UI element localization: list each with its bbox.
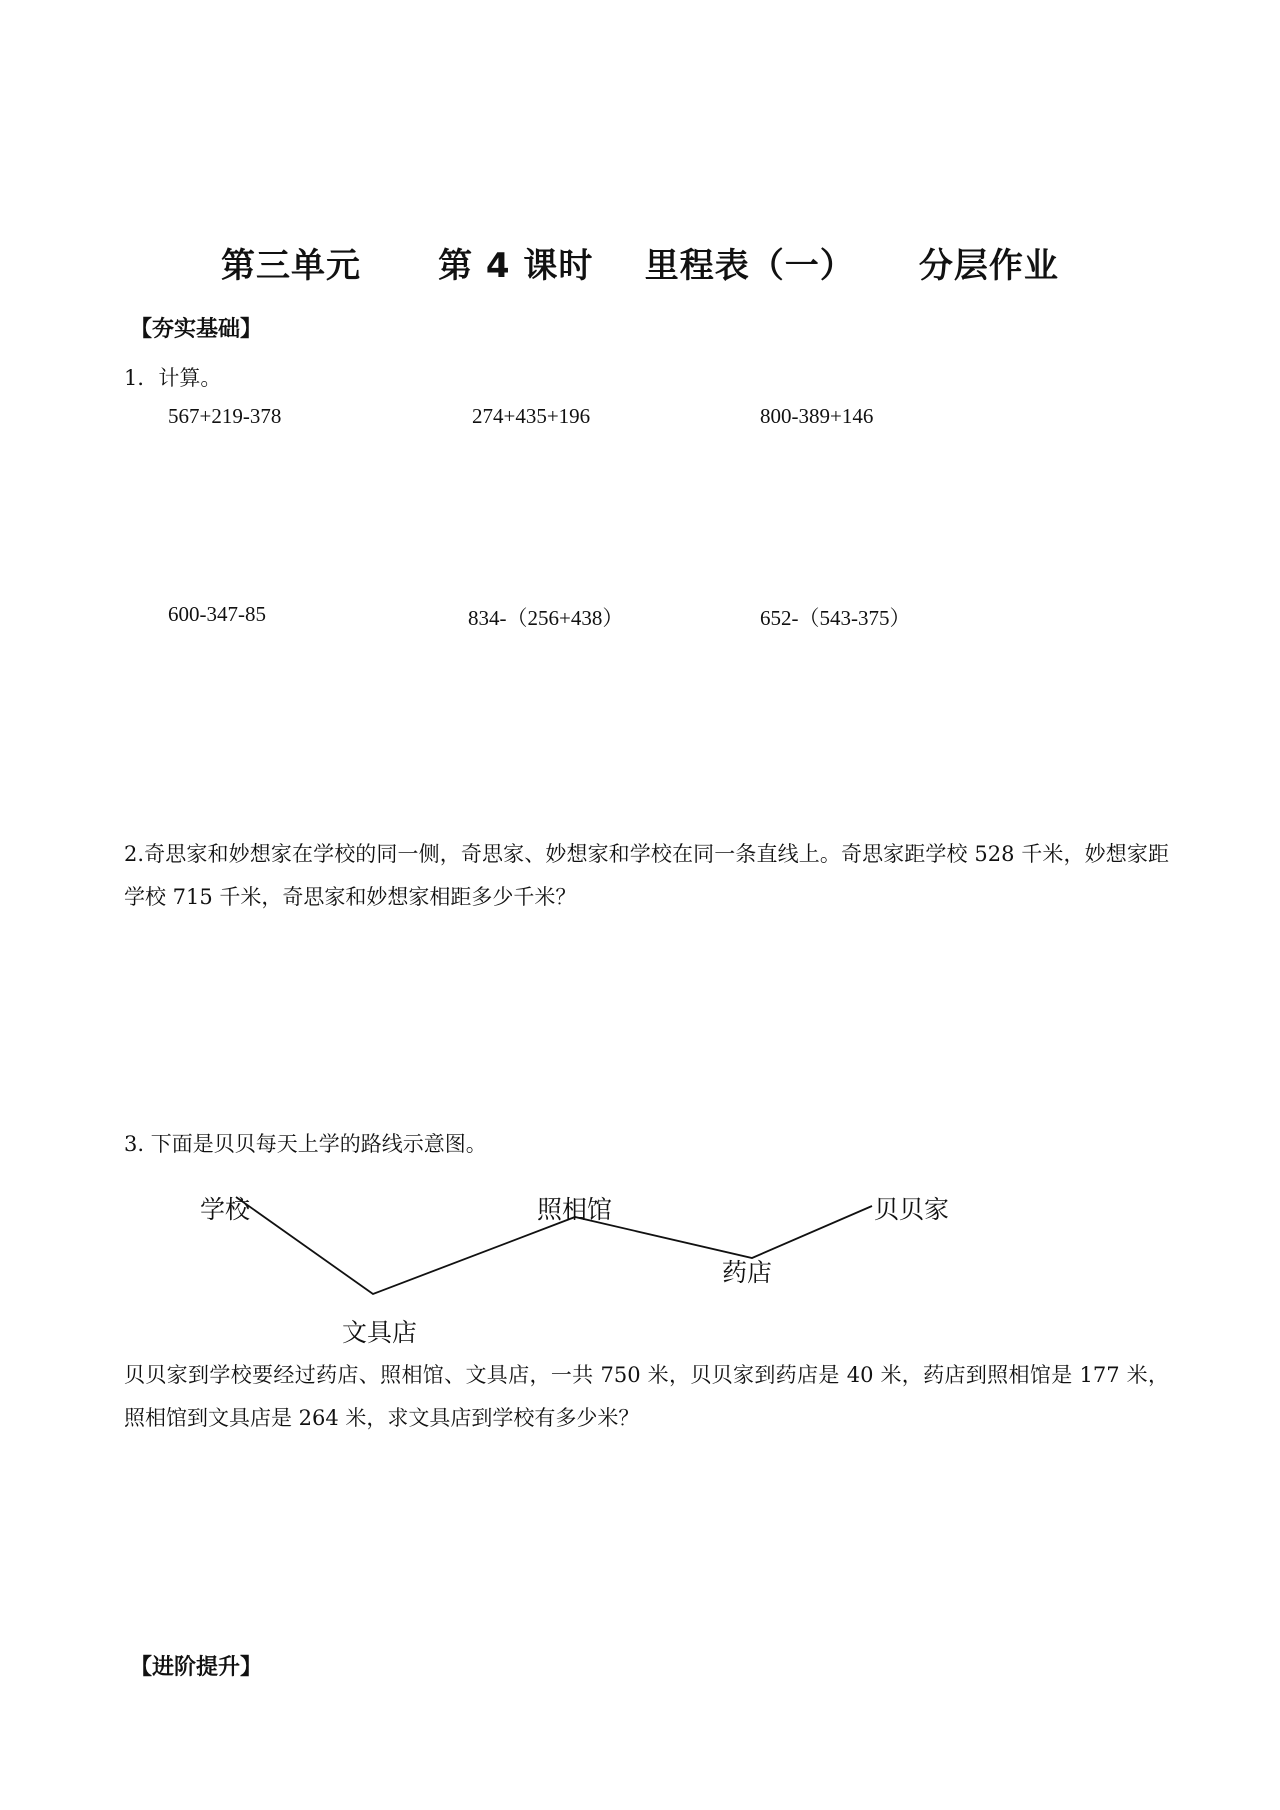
question-3-label: 3. 下面是贝贝每天上学的路线示意图。: [124, 1132, 487, 1156]
place-label-stationery: 文具店: [342, 1318, 418, 1347]
calc-expression-4: 600-347-85: [168, 602, 266, 626]
calc-expression-5: 834-（256+438）: [468, 606, 624, 630]
place-label-school: 学校: [200, 1195, 251, 1224]
place-label-photo-studio: 照相馆: [537, 1195, 613, 1224]
question-3-text: 贝贝家到学校要经过药店、照相馆、文具店，一共 750 米，贝贝家到药店是 40 米，药店到照相馆是 177 米，照相馆到文具店是 264 米，求文具店到学校有多少米？: [124, 1363, 1169, 1430]
calc-expression-3: 800-389+146: [760, 404, 874, 428]
section-advanced-heading: 【进阶提升】: [130, 1654, 263, 1680]
section-basic-heading: 【夯实基础】: [130, 316, 263, 342]
route-line: [236, 1197, 872, 1294]
question-1-label: 1．计算。: [124, 366, 222, 390]
place-label-pharmacy: 药店: [722, 1258, 773, 1287]
question-2-text: 2.奇思家和妙想家在学校的同一侧，奇思家、妙想家和学校在同一条直线上。奇思家距学校 528 千米，妙想家距学校 715 千米，奇思家和妙想家相距多少千米？: [124, 842, 1169, 909]
place-label-home: 贝贝家: [874, 1195, 950, 1224]
calc-expression-2: 274+435+196: [472, 404, 591, 428]
calc-expression-1: 567+219-378: [168, 404, 282, 428]
page-title: 第三单元 第 4 课时 里程表（一） 分层作业: [221, 246, 1059, 286]
calc-expression-6: 652-（543-375）: [760, 606, 911, 630]
